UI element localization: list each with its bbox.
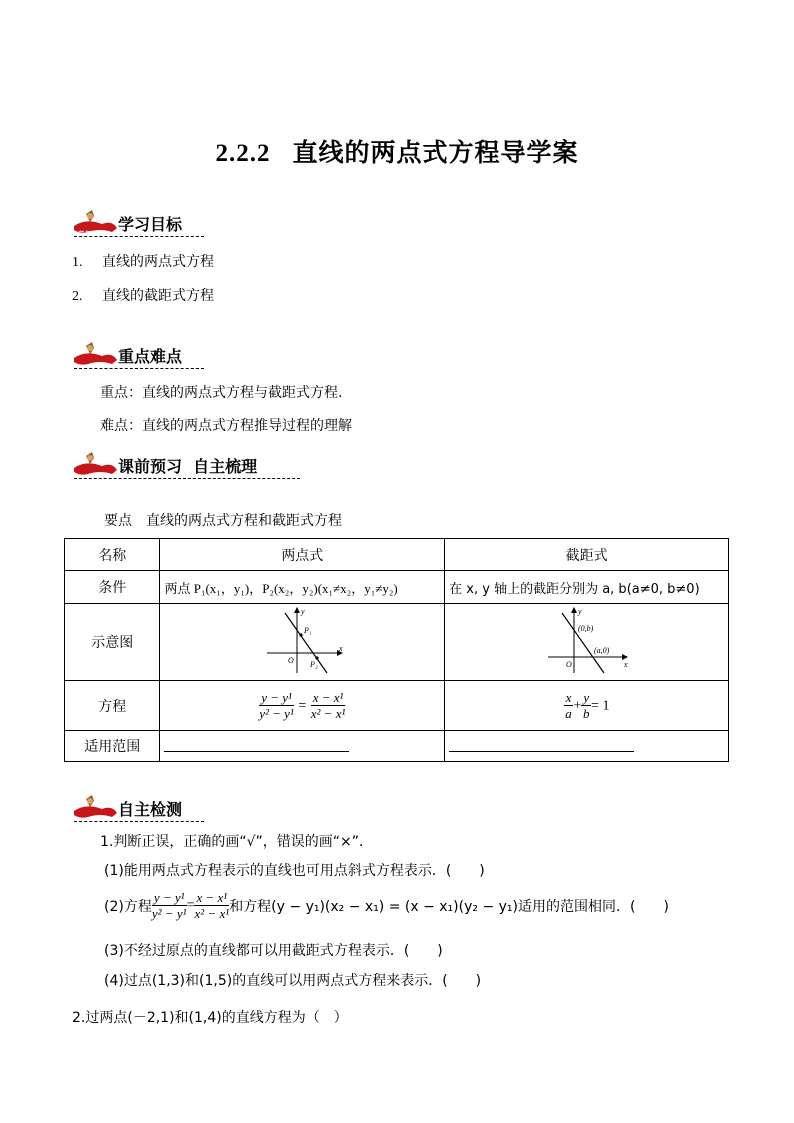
q1-2-right-fraction: $\frac{\text{x − x¹}}{\text{x² − x¹}}$	[194, 890, 230, 921]
equation-x-fraction: $\frac{x}{a}$	[565, 690, 572, 721]
two-point-line-diagram	[257, 605, 347, 675]
row-label-condition: 条件	[65, 571, 160, 604]
section-logo-icon	[72, 450, 118, 480]
equation-intercept: $\frac{x}{a}$ + $\frac{y}{b}$ = 1	[445, 681, 729, 731]
difficulty-text: 难点：直线的两点式方程推导过程的理解	[100, 418, 352, 434]
question-1-1: (1)能用两点式方程表示的直线也可用点斜式方程表示．( )	[104, 863, 485, 879]
section-underline	[74, 821, 204, 822]
svg-text:(0,b): (0,b)	[577, 624, 593, 633]
section-logo-icon	[72, 340, 118, 370]
equation-right-fraction: $\frac{\text{x − x¹}}{\text{x² − x¹}}$	[310, 690, 346, 721]
question-1: 1.判断正误，正确的画“√”，错误的画“×”．	[100, 834, 374, 850]
page-title	[0, 133, 794, 169]
section-underline	[74, 478, 300, 479]
svg-text:x: x	[623, 660, 628, 669]
header-name: 名称	[65, 539, 160, 571]
section-header-check	[72, 793, 212, 823]
header-two-point: 两点式	[160, 539, 445, 571]
svg-text:y: y	[577, 607, 582, 616]
section-label: 学习目标	[118, 215, 183, 234]
svg-text:x: x	[339, 644, 343, 653]
key-point-text: 要点 直线的两点式方程和截距式方程	[104, 513, 342, 529]
section-underline	[74, 368, 204, 369]
condition-intercept: 在 x, y 轴上的截距分别为 a, b(a≠0, b≠0)	[445, 571, 729, 604]
question-2: 2.过两点(－2,1)和(1,4)的直线方程为（ ）	[72, 1010, 348, 1026]
section-header-key	[72, 340, 212, 370]
focus-text: 重点：直线的两点式方程与截距式方程.	[100, 385, 343, 401]
q1-2-left-fraction: $\frac{\text{y − y¹}}{\text{y² − y¹}}$	[151, 890, 187, 921]
title-number: 2.2.2	[215, 140, 271, 167]
equation-y-fraction: $\frac{y}{b}$	[582, 690, 590, 721]
row-label-scope: 适用范围	[65, 731, 160, 762]
equation-left-fraction: $\frac{\text{y − y¹}}{\text{y² − y¹}}$	[259, 690, 294, 721]
scope-intercept-blank[interactable]	[445, 731, 729, 762]
svg-text:P₁: P₁	[304, 626, 312, 635]
diagram-two-point	[160, 604, 445, 681]
row-label-diagram: 示意图	[65, 604, 160, 681]
section-logo-icon	[72, 208, 118, 238]
svg-text:O: O	[288, 656, 295, 665]
condition-two-point: 两点 P₁(x₁，y₁)，P₂(x₂，y₂)(x₁≠x₂，y₁≠y₂)	[160, 571, 445, 604]
scope-two-point-blank[interactable]	[160, 731, 445, 762]
title-text: 直线的两点式方程导学案	[292, 138, 579, 167]
section-label: 重点难点	[118, 347, 183, 366]
goal-item-1: 1. 直线的两点式方程	[72, 254, 214, 270]
section-header-preview	[72, 450, 312, 480]
table-row-condition	[65, 571, 729, 604]
header-intercept: 截距式	[445, 539, 729, 571]
intercept-line-diagram	[542, 605, 632, 675]
question-1-3: (3)不经过原点的直线都可以用截距式方程表示．( )	[104, 943, 443, 959]
section-underline	[74, 236, 204, 237]
section-header-goals	[72, 208, 212, 238]
question-1-2: (2)方程 $\frac{\text{y − y¹}}{\text{y² − y¹}}$ = $\frac{\text{x − x¹}}{\text{x² − x¹}}$ 和方程(y − y₁)(x₂ − x₁) = (x − x₁)(y₂ − y₁)适用的范围相同．( )	[104, 890, 669, 921]
table-row-scope	[65, 731, 729, 762]
table-header-row	[65, 539, 729, 571]
table-row-diagram	[65, 604, 729, 681]
row-label-equation: 方程	[65, 681, 160, 731]
svg-text:y: y	[301, 607, 305, 616]
diagram-intercept	[445, 604, 729, 681]
section-label: 课前预习 自主梳理	[118, 457, 258, 476]
goal-item-2: 2. 直线的截距式方程	[72, 288, 214, 304]
equation-two-point: $\frac{\text{y − y¹}}{\text{y² − y¹}}$ = $\frac{\text{x − x¹}}{\text{x² − x¹}}$	[160, 681, 445, 731]
table-row-equation	[65, 681, 729, 731]
section-logo-icon	[72, 793, 118, 823]
question-1-4: (4)过点(1,3)和(1,5)的直线可以用两点式方程来表示．( )	[104, 973, 482, 989]
section-label: 自主检测	[118, 800, 183, 819]
svg-text:(a,0): (a,0)	[593, 646, 609, 655]
svg-text:O: O	[565, 660, 572, 669]
svg-text:~~~: ~~~	[78, 227, 99, 236]
svg-text:P₂: P₂	[310, 660, 318, 669]
formula-table	[64, 538, 729, 762]
